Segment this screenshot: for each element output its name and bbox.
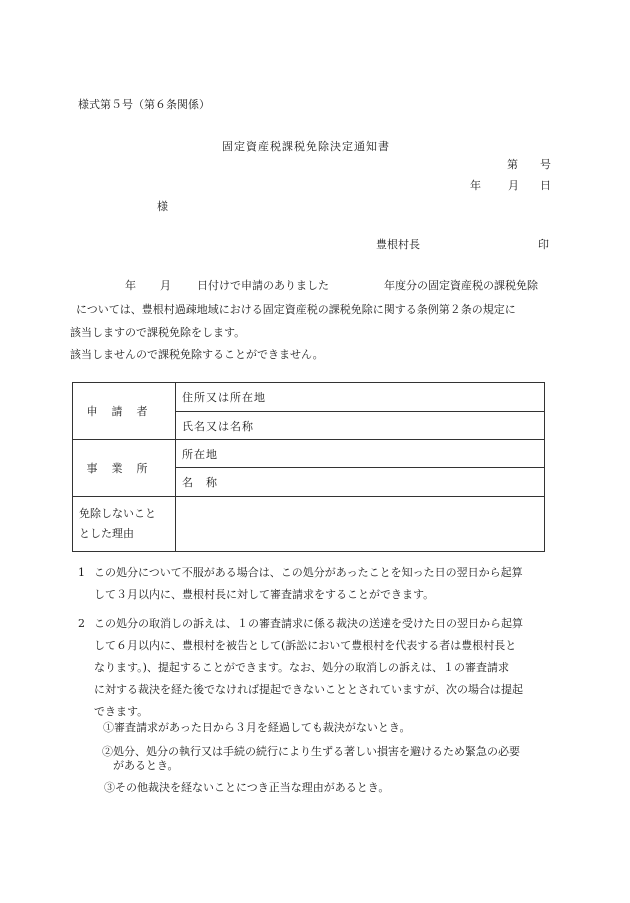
applicant-address-label: 住所又は所在地 bbox=[176, 383, 545, 412]
reason-label-line-2: とした理由 bbox=[79, 527, 134, 540]
doc-number-label-1: 第 bbox=[507, 158, 518, 171]
issuer-name: 豊根村長 bbox=[376, 238, 420, 251]
reason-label bbox=[73, 497, 176, 552]
note-2-line-5: できます。 bbox=[94, 705, 149, 718]
body-fiscal-year-text: 年度分の固定資産税の課税免除 bbox=[384, 279, 538, 292]
applicant-name-label: 氏名又は名称 bbox=[176, 412, 545, 440]
note-2-line-3: なります。)、提起することができます。なお、処分の取消しの訴えは、１の審査請求 bbox=[94, 661, 510, 674]
reason-label-line-1: 免除しないこと bbox=[79, 507, 156, 520]
business-location-label: 所在地 bbox=[176, 440, 545, 468]
note-1-line-2: して３月以内に、豊根村長に対して審査請求をすることができます。 bbox=[94, 588, 435, 601]
note-2-item-1: ①審査請求があった日から３月を経過しても裁決がないとき。 bbox=[103, 721, 411, 734]
document-title: 固定資産税課税免除決定通知書 bbox=[222, 140, 390, 153]
note-2-item-3: ③その他裁決を経ないことにつき正当な理由があるとき。 bbox=[104, 781, 390, 794]
body-month-label: 月 bbox=[160, 279, 171, 292]
date-month-label: 月 bbox=[508, 179, 519, 192]
note-1 bbox=[78, 562, 523, 606]
body-year-label: 年 bbox=[125, 279, 136, 292]
note-2-item-2-line-1: ②処分、処分の執行又は手続の続行により生ずる著しい損害を避けるため緊急の必要 bbox=[102, 745, 520, 758]
body-not-applicable-text: 該当しませんので課税免除することができません。 bbox=[70, 348, 324, 361]
body-regulation-text: については、豊根村過疎地域における固定資産税の課税免除に関する条例第２条の規定に bbox=[76, 303, 516, 316]
applicant-label: 申請者 bbox=[73, 383, 176, 440]
body-applicable-text: 該当しますので課税免除をします。 bbox=[70, 326, 246, 339]
note-2-line-2: して６月以内に、豊根村を被告として(訴訟において豊根村を代表する者は豊根村長と bbox=[94, 639, 517, 652]
body-application-text: 日付けで申請のありました bbox=[197, 279, 329, 292]
note-2-line-1: この処分の取消しの訴えは、１の審査請求に係る裁決の送達を受けた日の翌日から起算 bbox=[94, 617, 523, 630]
note-1-line-1: この処分について不服がある場合は、この処分があったことを知った日の翌日から起算 bbox=[94, 566, 523, 579]
seal-mark: 印 bbox=[538, 238, 549, 251]
note-2 bbox=[78, 613, 523, 723]
note-1-number: 1 bbox=[78, 566, 85, 579]
note-2-item-2-line-2: があるとき。 bbox=[113, 759, 179, 772]
reason-value bbox=[176, 497, 545, 552]
business-name-label: 名 称 bbox=[176, 468, 545, 497]
date-year-label: 年 bbox=[470, 179, 481, 192]
date-day-label: 日 bbox=[540, 179, 551, 192]
doc-number-label-2: 号 bbox=[540, 158, 551, 171]
applicant-info-table bbox=[72, 382, 545, 552]
form-number: 様式第５号（第６条関係） bbox=[78, 98, 210, 111]
note-2-number: 2 bbox=[78, 617, 85, 630]
note-2-line-4: に対する裁決を経た後でなければ提起できないこととされていますが、次の場合は提起 bbox=[94, 683, 523, 696]
addressee-suffix: 様 bbox=[157, 200, 168, 213]
business-label: 事業所 bbox=[73, 440, 176, 497]
